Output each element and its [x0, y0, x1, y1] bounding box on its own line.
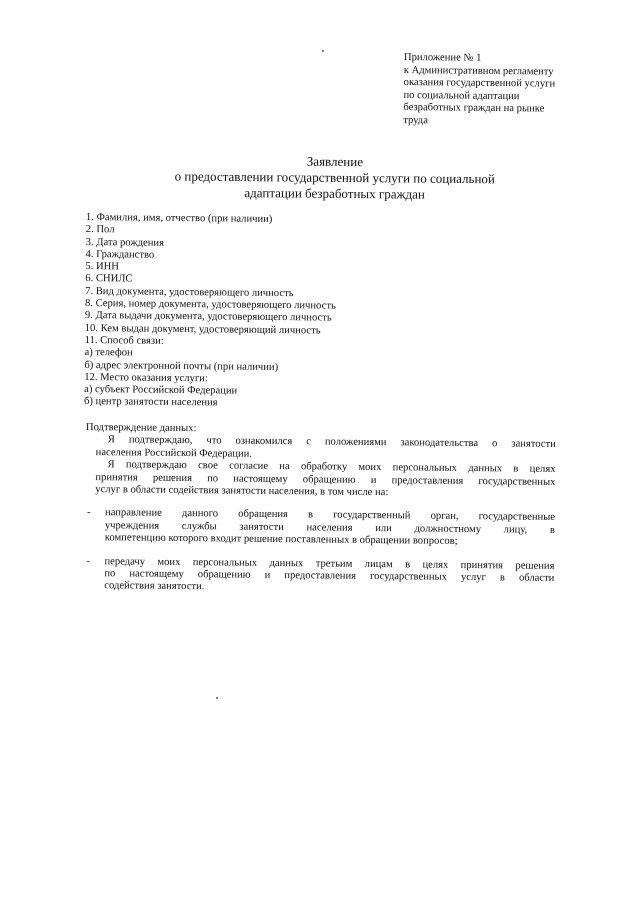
document-title	[120, 152, 550, 204]
paragraph-line: принятия решения по настоящему обращению и предоставления государственных	[95, 471, 556, 488]
field-item: 3. Дата рождения	[85, 236, 165, 249]
appendix-line: по социальной адаптации	[403, 89, 520, 102]
field-item: а) субъект Российской Федерации	[84, 384, 238, 397]
scan-speck	[216, 697, 218, 699]
field-item: 2. Пол	[85, 224, 115, 236]
scan-speck	[322, 50, 324, 52]
appendix-line: безработных граждан на рынке	[403, 102, 545, 115]
appendix-line: Приложение № 1	[403, 52, 482, 64]
bullet-dash: -	[86, 507, 91, 519]
field-item: б) адрес электронной почты (при наличии)	[84, 359, 279, 373]
paragraph-line: населения Российской Федерации.	[95, 446, 253, 460]
consent-paragraph	[85, 459, 555, 501]
field-item: 11. Способ связи:	[84, 334, 164, 347]
field-item: 12. Место оказания услуги:	[84, 371, 208, 385]
field-item: 1. Фамилия, имя, отчество (при наличии)	[85, 212, 273, 225]
field-item: 4. Гражданство	[85, 248, 155, 261]
appendix-line: к Административном регламенту	[403, 64, 554, 78]
field-item: а) телефон	[84, 347, 133, 359]
application-fields	[84, 212, 546, 414]
field-item: 5. ИНН	[85, 261, 120, 273]
bullet-line: содействия занятости.	[104, 580, 205, 593]
field-item: 9. Дата выдачи документа, удостоверяющего личность	[84, 310, 332, 324]
bullet-line: учреждения службы занятости населения или должностному лицу, в	[104, 520, 555, 536]
bullet-dash: -	[86, 555, 91, 567]
appendix-note	[403, 52, 604, 130]
appendix-line: оказания государственной услуги	[403, 77, 556, 90]
field-item: 7. Вид документа, удостоверяющего личность	[85, 285, 294, 299]
field-item: 8. Серия, номер документа, удостоверяющего личность	[84, 298, 336, 312]
field-item: б) центр занятости населения	[83, 396, 218, 409]
title-line: Заявление	[306, 153, 364, 170]
paragraph-line: услуг в области содействия занятости населения, в том числе на:	[95, 484, 389, 499]
title-line: адаптации безработных граждан	[244, 185, 425, 202]
appendix-line: труда	[403, 114, 428, 127]
paragraph-line: Я подтверждаю, что ознакомился с положениями законодательства о занятости	[107, 434, 556, 451]
bullet-line: компетенцию которого входит решение поставленных в обращении вопросов;	[104, 532, 458, 548]
field-item: 10. Кем выдан документ, удостоверяющий личность	[84, 322, 321, 337]
bullet-line: направление данного обращения в государственный орган, государственные	[104, 507, 556, 524]
bullet-line: по настоящему обращению и предоставления государственных услуг в области	[104, 568, 555, 584]
confirmation-heading: Подтверждение данных:	[85, 422, 197, 435]
field-item: 6. СНИЛС	[85, 273, 133, 285]
title-line: о предоставлении государственной услуги по социальной	[174, 168, 495, 187]
consent-bullet	[87, 556, 554, 598]
data-confirmation	[84, 422, 556, 598]
consent-bullet	[88, 507, 555, 549]
paragraph-line: Я подтверждаю свое согласие на обработку моих персональных данных в целях	[107, 459, 556, 476]
bullet-line: передачу моих персональных данных третьим лицам в целях принятия решения	[104, 555, 555, 572]
